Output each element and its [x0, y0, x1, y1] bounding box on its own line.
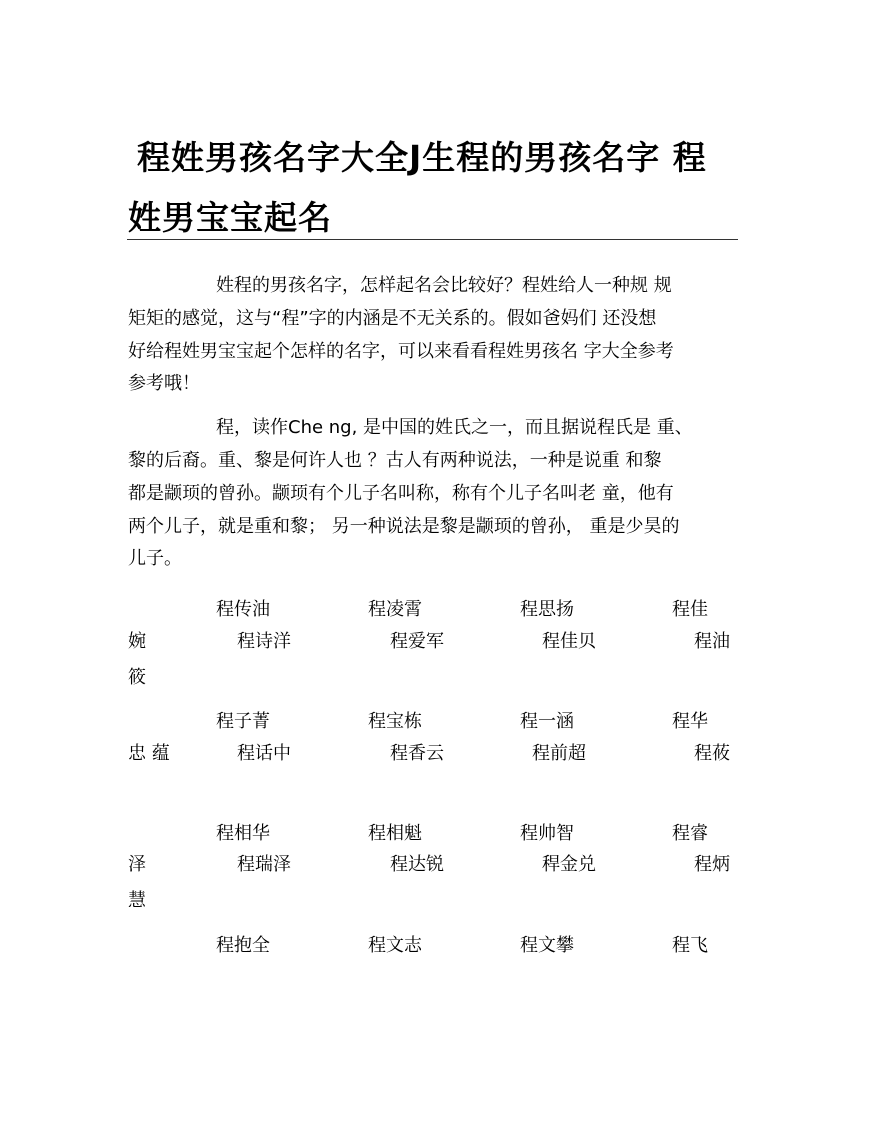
name-item: 程相魁	[368, 823, 422, 844]
name-item: 程子菁	[216, 711, 270, 732]
name-item: 程华	[672, 711, 708, 732]
paragraph-line: 都是颛顼的曾孙。颛顼有个儿子名叫称，称有个儿子名叫老 童，他有	[128, 483, 674, 504]
name-item: 筱	[128, 667, 146, 688]
name-item: 程一涵	[520, 711, 574, 732]
name-item: 程诗洋	[237, 631, 291, 652]
name-item: 程凌霄	[368, 599, 422, 620]
name-item: 程莜	[694, 743, 730, 764]
title-underline	[127, 239, 738, 240]
name-item: 程文攀	[520, 935, 574, 956]
name-item: 程油	[694, 631, 730, 652]
name-item: 程佳	[672, 599, 708, 620]
name-item: 程传油	[216, 599, 270, 620]
title-line-2: 姓男宝宝起名	[128, 198, 332, 237]
name-item: 程睿	[672, 823, 708, 844]
name-item: 程话中	[237, 743, 291, 764]
name-item: 程前超	[532, 743, 586, 764]
name-item: 稈金兑	[542, 854, 596, 875]
name-item: 程香云	[390, 743, 444, 764]
paragraph-line: 程，读作Che ng, 是中国的姓氏之一，而且据说程氏是 重、	[216, 417, 693, 438]
paragraph-line: 儿子。	[128, 548, 182, 569]
paragraph-line: 好给程姓男宝宝起个怎样的名字，可以来看看程姓男孩名 字大全参考	[128, 341, 674, 362]
name-item: 程爱军	[390, 631, 444, 652]
name-item: 程达锐	[390, 854, 444, 875]
name-item: 程佳贝	[542, 631, 596, 652]
name-item: 程炳	[694, 854, 730, 875]
paragraph-line: 两个儿子，就是重和黎； 另一种说法是黎是颛顼的曾孙， 重是少昊的	[128, 516, 680, 537]
name-item: 忠 蕴	[128, 743, 170, 764]
name-item: 程思扬	[520, 599, 574, 620]
name-item: 泽	[128, 854, 146, 875]
paragraph-line: 黎的后裔。重、黎是何许人也 ？古人有两种说法，一种是说重 和黎	[128, 450, 662, 471]
name-item: 程帅智	[520, 823, 574, 844]
name-item: 程宝栋	[368, 711, 422, 732]
name-item: 程相华	[216, 823, 270, 844]
title-line-1: 程姓男孩名字大全J生程的男孩名字 程	[137, 138, 707, 177]
name-item: 程抱全	[216, 935, 270, 956]
paragraph-line: 参考哦！	[128, 373, 200, 394]
name-item: 程飞	[672, 935, 708, 956]
paragraph-line: 姓程的男孩名字，怎样起名会比较好？程姓给人一种规 规	[216, 275, 672, 296]
name-item: 程文志	[368, 935, 422, 956]
name-item: 程瑞泽	[237, 854, 291, 875]
name-item: 婉	[128, 631, 146, 652]
paragraph-line: 矩矩的感觉，这与“程”字的内涵是不无关系的。假如爸妈们 还没想	[128, 308, 657, 329]
name-item: 慧	[128, 890, 146, 911]
